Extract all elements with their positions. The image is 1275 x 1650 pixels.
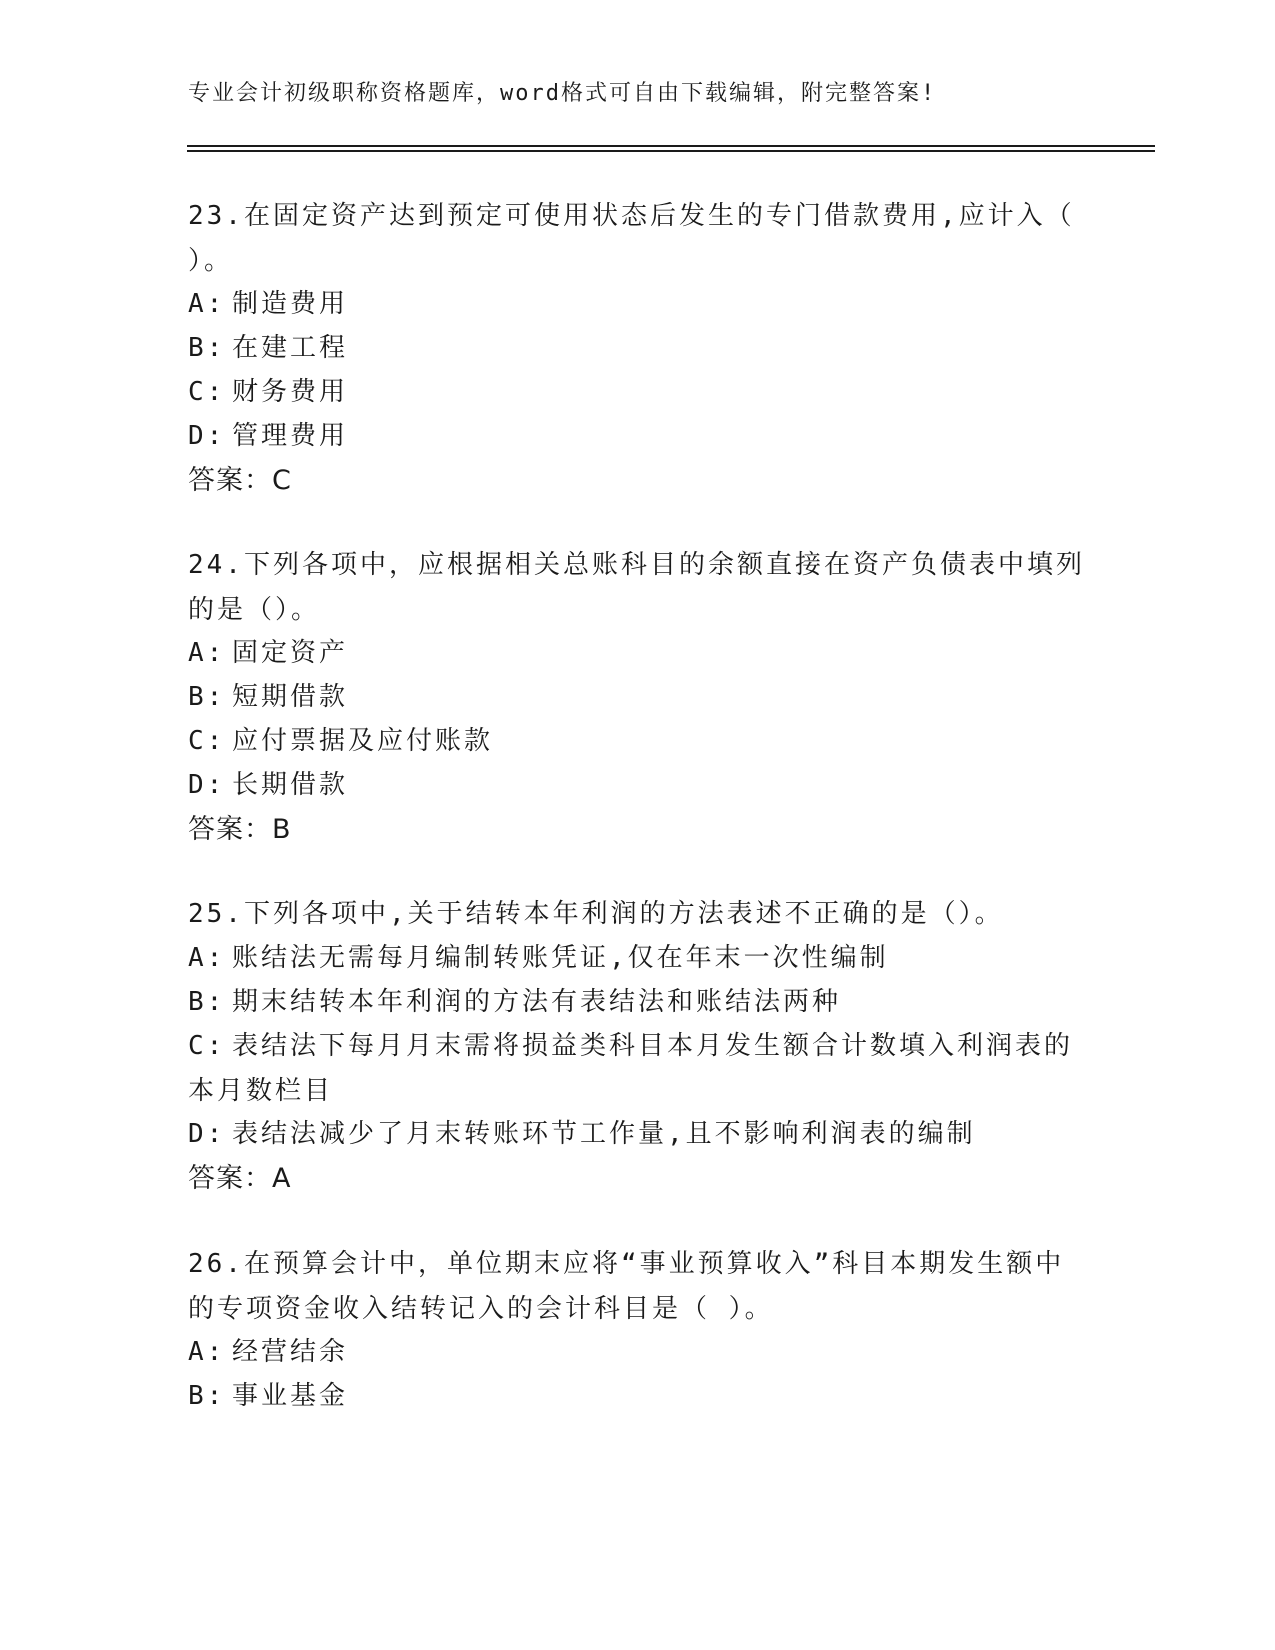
option-c	[188, 719, 1108, 764]
option-text: 账结法无需每月编制转账凭证,仅在年末一次性编制	[232, 943, 889, 973]
question-stem: 24.下列各项中，应根据相关总账科目的余额直接在资产负债表中填列的是（）。	[188, 550, 1085, 625]
option-letter: C:	[188, 1031, 226, 1061]
option-text: 应付票据及应付账款	[232, 726, 494, 756]
option-a	[188, 631, 1108, 676]
option-letter: D:	[188, 1119, 226, 1149]
option-b	[188, 1374, 1108, 1419]
answer: 答案：B	[188, 814, 292, 845]
page-header: 专业会计初级职称资格题库，word格式可自由下载编辑，附完整答案!	[188, 81, 937, 106]
option-a	[188, 282, 1108, 327]
option-letter: B:	[188, 682, 226, 712]
question-stem: 23.在固定资产达到预定可使用状态后发生的专门借款费用,应计入（ ）。	[188, 201, 1075, 276]
option-letter: B:	[188, 987, 226, 1017]
option-letter: A:	[188, 638, 226, 668]
option-c	[188, 1024, 1088, 1114]
option-d	[188, 414, 1108, 459]
option-text: 在建工程	[232, 333, 349, 363]
option-text: 管理费用	[232, 421, 349, 451]
option-a	[188, 936, 1108, 981]
option-text: 财务费用	[232, 377, 349, 407]
option-text: 经营结余	[232, 1337, 349, 1367]
option-c	[188, 370, 1108, 415]
option-letter: D:	[188, 421, 226, 451]
answer: 答案：A	[188, 1163, 292, 1194]
option-text: 短期借款	[232, 682, 349, 712]
option-letter: C:	[188, 726, 226, 756]
option-b	[188, 326, 1108, 371]
option-text: 制造费用	[232, 289, 349, 319]
option-letter: C:	[188, 377, 226, 407]
option-letter: A:	[188, 1337, 226, 1367]
option-letter: A:	[188, 289, 226, 319]
option-text: 表结法减少了月末转账环节工作量,且不影响利润表的编制	[232, 1119, 976, 1149]
option-b	[188, 980, 1108, 1025]
question-stem: 25.下列各项中,关于结转本年利润的方法表述不正确的是（）。	[188, 899, 1004, 929]
question-stem: 26.在预算会计中，单位期末应将“事业预算收入”科目本期发生额中的专项资金收入结转记入的会计科目是（ ）。	[188, 1249, 1065, 1324]
option-text: 长期借款	[232, 770, 349, 800]
option-d	[188, 763, 1108, 808]
option-letter: A:	[188, 943, 226, 973]
option-text: 事业基金	[232, 1381, 349, 1411]
option-text: 固定资产	[232, 638, 349, 668]
answer: 答案：C	[188, 465, 292, 496]
option-text: 期末结转本年利润的方法有表结法和账结法两种	[232, 987, 842, 1017]
header-rule	[187, 145, 1155, 152]
option-letter: B:	[188, 1381, 226, 1411]
option-text: 表结法下每月月末需将损益类科目本月发生额合计数填入利润表的本月数栏目	[188, 1031, 1074, 1106]
option-d	[188, 1112, 1108, 1157]
option-letter: D:	[188, 770, 226, 800]
option-b	[188, 675, 1108, 720]
option-letter: B:	[188, 333, 226, 363]
option-a	[188, 1330, 1108, 1375]
